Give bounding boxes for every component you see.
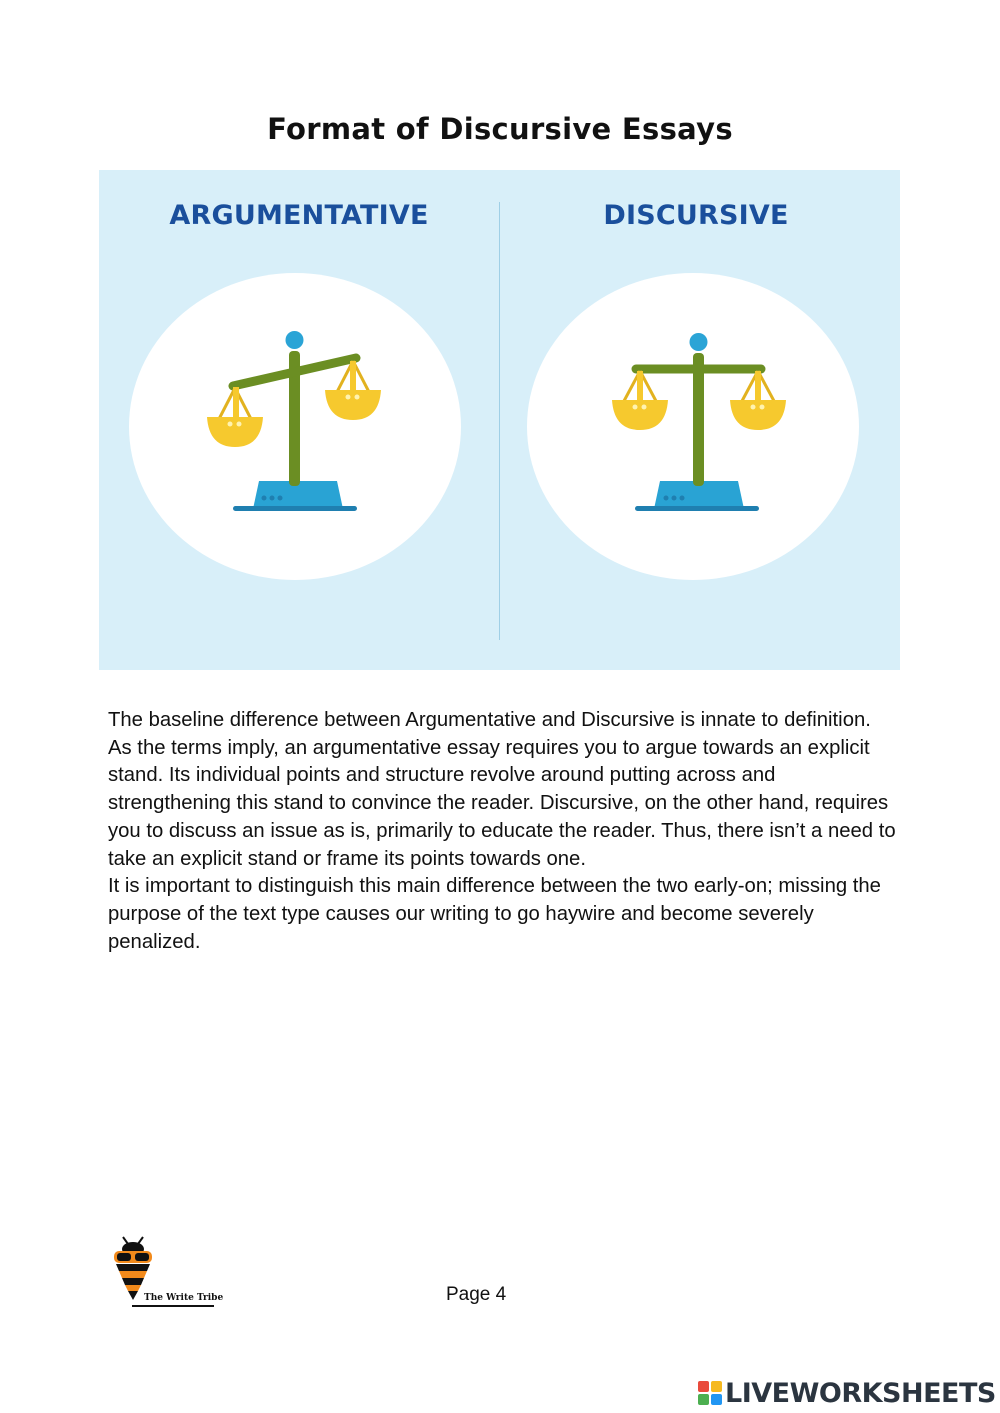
brand-text: LIVEWORKSHEETS: [725, 1377, 996, 1409]
paragraph-1: The baseline difference between Argumentative and Discursive is innate to definition. As the terms imply, an argumentative essay requires you to argue towards an explicit stand. Its individual points and structure revolve around putting across and strengthening this stand to convince the reader. Discursive, on the other hand, requires you to discuss an issue as is, primarily to educate the reader. Thus, there isn’t a need to take an explicit stand or frame its points towards one.: [108, 709, 896, 870]
balanced-scale-icon: [527, 273, 859, 580]
comparison-figure: [99, 170, 900, 670]
argumentative-heading: ARGUMENTATIVE: [169, 200, 429, 231]
paragraph-2: It is important to distinguish this main difference between the two early-on; missing the purpose of the text type causes our writing to go haywire and become severely penalized.: [108, 875, 881, 953]
discursive-circle: [527, 273, 859, 580]
discursive-heading: DISCURSIVE: [603, 200, 789, 231]
page-number: Page 4: [446, 1284, 507, 1305]
liveworksheets-logo-icon: [698, 1381, 722, 1405]
logo-underline: [132, 1305, 214, 1307]
argumentative-circle: [129, 273, 461, 580]
footer-logo: [108, 1236, 224, 1312]
footer-logo-text: The Write Tribe: [144, 1293, 224, 1303]
body-text: [108, 707, 898, 956]
page-title: Format of Discursive Essays: [267, 112, 733, 146]
panel-divider: [499, 202, 500, 640]
liveworksheets-watermark[interactable]: [698, 1376, 996, 1410]
unbalanced-scale-icon: [129, 273, 461, 580]
